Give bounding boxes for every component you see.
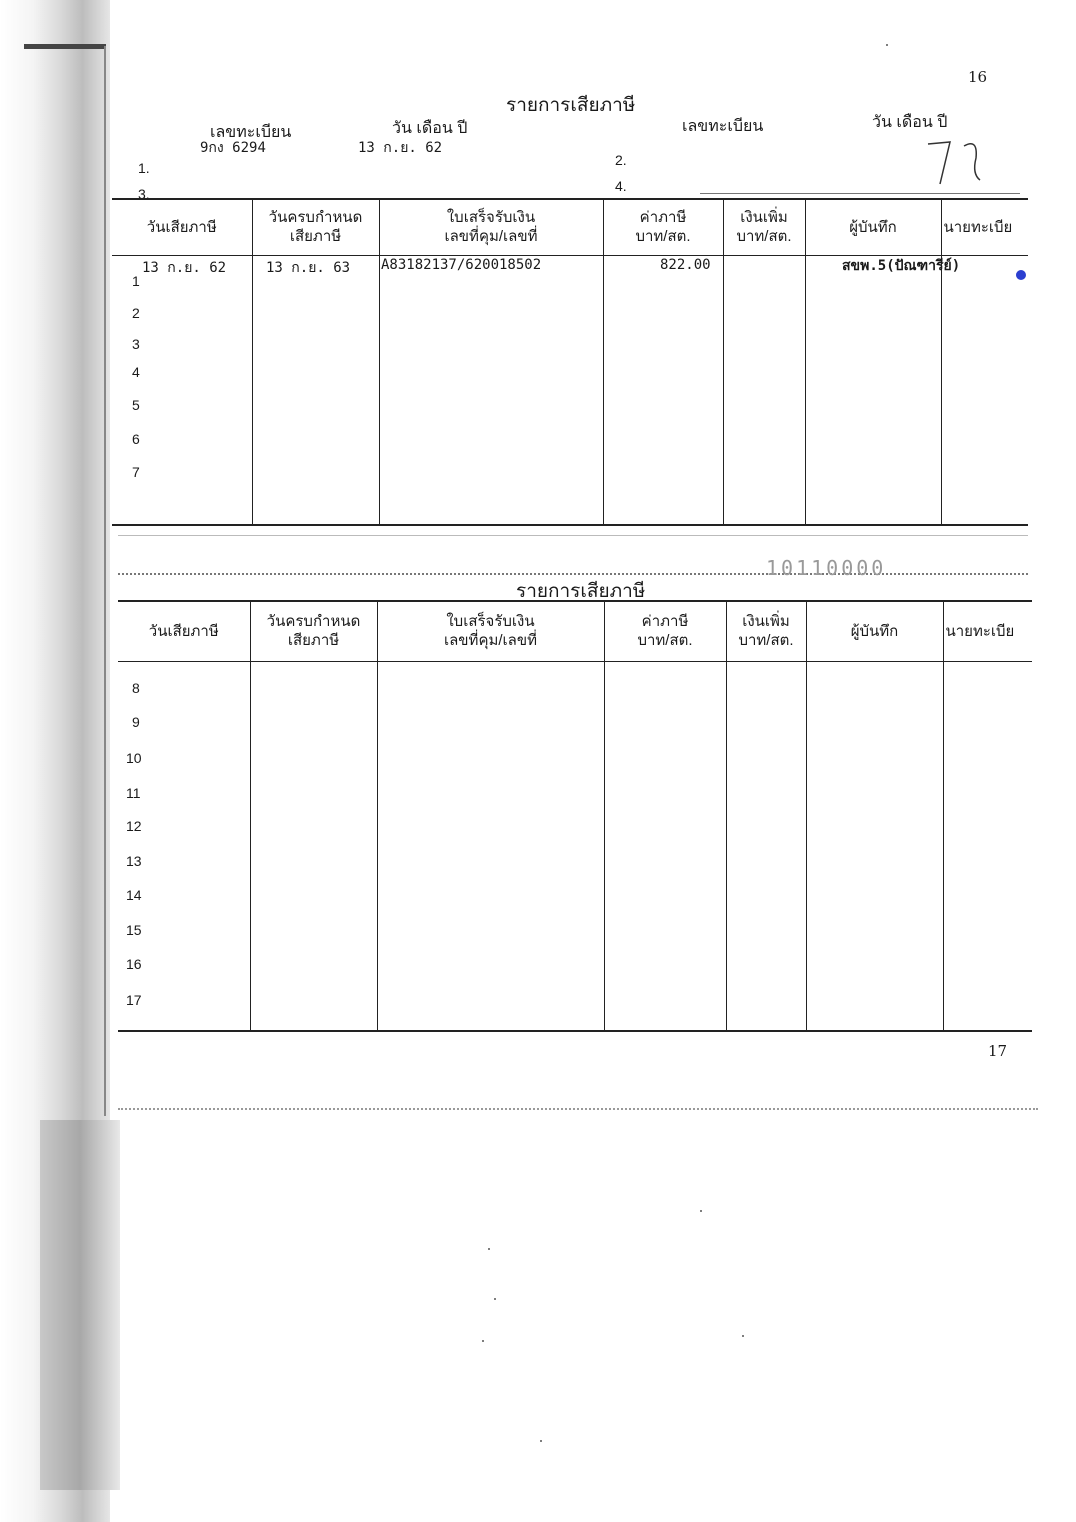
col-due-date-b: วันครบกำหนด เสียภาษี: [250, 601, 377, 661]
sheet-title-bottom: รายการเสียภาษี: [516, 581, 646, 602]
sheet-bottom-edge: [118, 1108, 1038, 1110]
row-num-4: 4: [132, 364, 140, 380]
ink-dot: [1016, 270, 1026, 280]
date-label-right: วัน เดือน ปี: [872, 114, 948, 131]
row-num-15: 15: [126, 922, 142, 938]
handwritten-mark: [920, 134, 990, 194]
row-num-3: 3: [132, 336, 140, 352]
date-value-left: 13 ก.ย. 62: [358, 140, 443, 156]
col-paid-date: วันเสียภาษี: [112, 199, 252, 255]
row-num-7: 7: [132, 464, 140, 480]
scan-speck: [886, 44, 888, 46]
col-receipt-b: ใบเสร็จรับเงิน เลขที่คุม/เลขที่: [377, 601, 604, 661]
entry-due-date: 13 ก.ย. 63: [266, 260, 351, 276]
col-registrar-b: นายทะเบีย: [943, 601, 1032, 661]
col-recorder-b: ผู้บันทึก: [806, 601, 943, 661]
entry-receipt: A83182137/620018502: [381, 257, 542, 273]
col-tax: ค่าภาษี บาท/สต.: [603, 199, 723, 255]
row-num-2: 2: [132, 305, 140, 321]
scan-speck: [482, 1340, 484, 1342]
row-num-11: 11: [126, 785, 141, 801]
col-surcharge: เงินเพิ่ม บาท/สต.: [723, 199, 805, 255]
cut-line-1: [118, 535, 1028, 536]
scan-mark: [24, 44, 106, 49]
entry-recorder: สขพ.5(ปัณฑารีย์): [842, 258, 961, 274]
col-recorder: ผู้บันทึก: [805, 199, 941, 255]
scan-speck: [742, 1335, 744, 1337]
col-registrar: นายทะเบีย: [941, 199, 1028, 255]
tax-table-top: [112, 198, 1028, 526]
col-tax-b: ค่าภาษี บาท/สต.: [604, 601, 726, 661]
slot-1: 1.: [138, 160, 150, 176]
row-num-5: 5: [132, 397, 140, 413]
reg-label-left: เลขทะเบียน: [210, 124, 292, 141]
page-number-top: 16: [968, 68, 988, 86]
row-num-16: 16: [126, 956, 142, 972]
header-rule-right: [700, 193, 1020, 194]
slot-3: 3.: [138, 186, 150, 202]
row-num-8: 8: [132, 680, 140, 696]
scan-speck: [494, 1298, 496, 1300]
row-num-13: 13: [126, 853, 142, 869]
reg-label-right: เลขทะเบียน: [682, 118, 764, 135]
sheet-title-top: รายการเสียภาษี: [506, 95, 636, 116]
entry-tax: 822.00: [660, 257, 711, 273]
date-label-left: วัน เดือน ปี: [392, 120, 468, 137]
entry-paid-date: 13 ก.ย. 62: [142, 260, 227, 276]
scan-speck: [540, 1440, 542, 1442]
row-num-12: 12: [126, 818, 142, 834]
scan-speck: [488, 1248, 490, 1250]
faded-stamp: 10110000: [766, 556, 887, 580]
slot-4: 4.: [615, 178, 627, 194]
row-num-1: 1: [132, 273, 140, 289]
page-number-bottom: 17: [988, 1042, 1008, 1060]
col-receipt: ใบเสร็จรับเงิน เลขที่คุม/เลขที่: [379, 199, 603, 255]
col-paid-date-b: วันเสียภาษี: [118, 601, 250, 661]
row-num-10: 10: [126, 750, 142, 766]
page-edge-line: [104, 46, 106, 1116]
scan-shadow-lower: [40, 1120, 120, 1490]
row-num-6: 6: [132, 431, 140, 447]
reg-value-left: 9กง 6294: [200, 140, 266, 156]
row-num-9: 9: [132, 714, 140, 730]
col-surcharge-b: เงินเพิ่ม บาท/สต.: [726, 601, 806, 661]
row-num-14: 14: [126, 887, 142, 903]
tax-table-bottom: [118, 600, 1032, 1032]
slot-2: 2.: [615, 152, 627, 168]
cut-line-2: [118, 573, 1028, 575]
col-due-date: วันครบกำหนด เสียภาษี: [252, 199, 379, 255]
row-num-17: 17: [126, 992, 142, 1008]
scan-speck: [700, 1210, 702, 1212]
